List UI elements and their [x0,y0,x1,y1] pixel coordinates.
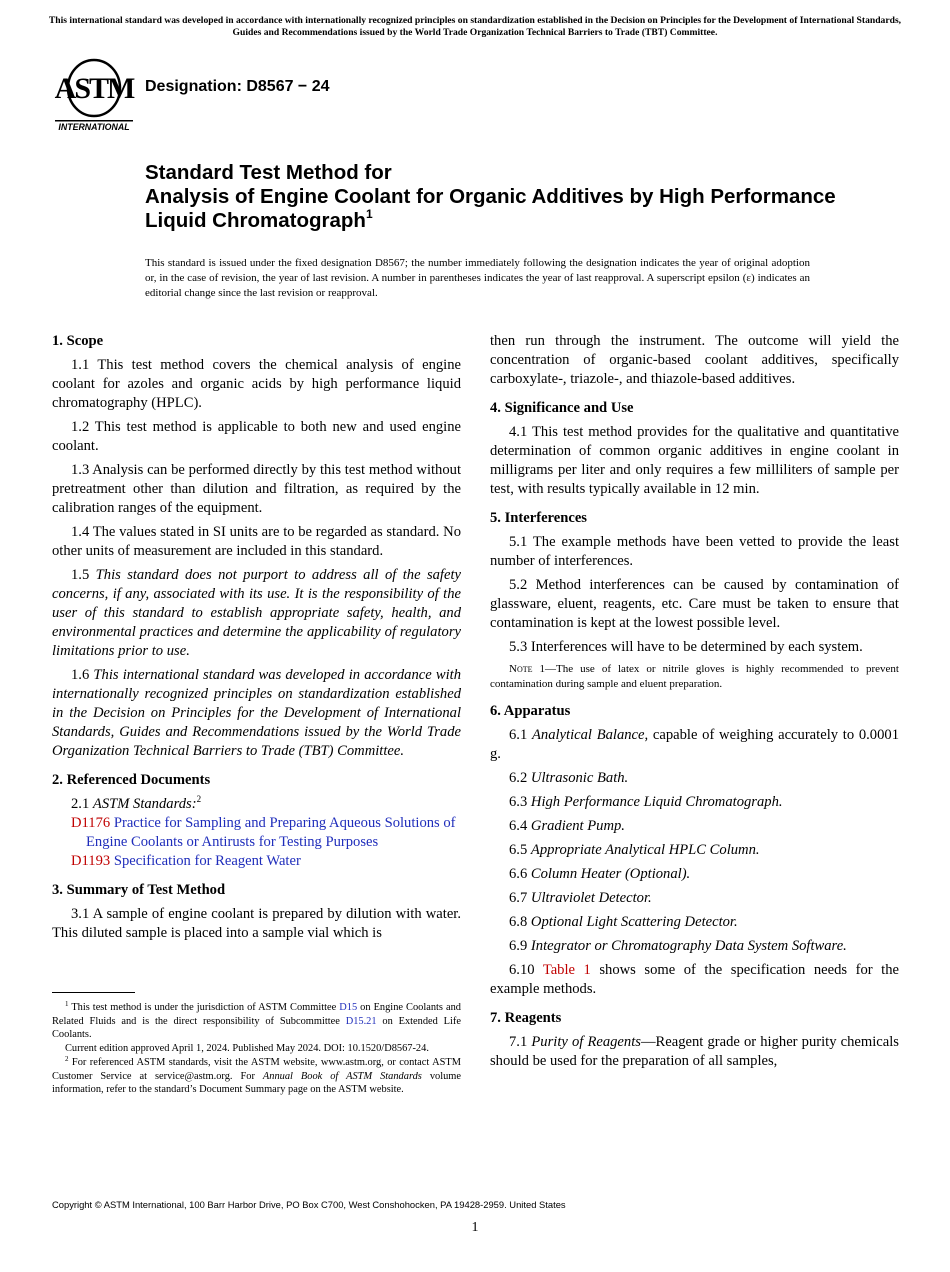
section-heading-apparatus: 6. Apparatus [490,703,571,719]
list-item: 6.9 Integrator or Chromatography Data System Software. [509,938,847,954]
svg-text:ASTM: ASTM [54,72,134,105]
list-item: 6.4 Gradient Pump. [509,818,625,834]
para-3-1: 3.1 A sample of engine coolant is prepared by dilution with water. This diluted sample is placed into a sample vial which is [52,906,461,941]
apparatus-list [490,726,899,999]
note-1: Note 1—The use of latex or nitrile gloves is highly recommended to prevent contamination during sample and eluent preparation. [490,663,899,690]
list-item: 6.5 Appropriate Analytical HPLC Column. [509,842,760,858]
para-1-2: 1.2 This test method is applicable to both new and used engine coolant. [52,419,461,454]
para-1-3: 1.3 Analysis can be performed directly by this test method without pretreatment other than dilution and filtration, as required by the calibration ranges of the equipment. [52,462,461,516]
para-7-1: 7.1 Purity of Reagents—Reagent grade or higher purity chemicals should be used for the preparation of all samples, [490,1034,899,1069]
section-heading-interferences: 5. Interferences [490,510,587,526]
footnote-1: $^1$ This test method is under the jurisdiction of ASTM Committee D15 on Engine Coolants and Related Fluids and is the direct responsibility of Subcommittee D15.21 on Extended Life Coolants. [52,1000,461,1041]
title-line-2: Analysis of Engine Coolant for Organic Additives by High Performance Liquid Chromatograph [145,185,836,232]
list-item: 6.6 Column Heater (Optional). [509,866,691,882]
subcommittee-link[interactable]: D15.21 [345,1015,377,1027]
reference-title-link: Specification for Reagent Water [113,853,301,869]
reference-code-link: D1193 [71,853,111,869]
para-5-3: 5.3 Interferences will have to be determined by each system. [509,639,863,655]
section-heading-scope: 1. Scope [52,333,104,349]
para-5-1: 5.1 The example methods have been vetted to provide the least number of interferences. [490,534,899,569]
reference-d1193[interactable] [52,852,461,871]
table-1-link[interactable]: Table 1 [542,962,591,978]
list-item: 6.2 Ultrasonic Bath. [509,770,629,786]
reference-code-link: D1176 [71,815,111,831]
footnotes [52,1001,461,1097]
para-1-6: 1.6 This international standard was developed in accordance with internationally recognized principles on standardization established in the Decision on Principles for the Development of International Standards, Guides and Recommendations issued by the World Trade Organization Technical Barriers to Trade (TBT) Committee. [52,667,462,759]
para-1-5: 1.5 This standard does not purport to address all of the safety concerns, if any, associated with its use. It is the responsibility of the user of this standard to establish appropriate safety, health, and environmental practices and determine the applicability of regulatory limitations prior to use. [52,567,461,659]
footnote-1-edition: Current edition approved April 1, 2024. Published May 2024. DOI: 10.1520/D8567-24. [65,1043,429,1055]
list-item: 6.1 Analytical Balance, capable of weighing accurately to 0.0001 g. [490,727,899,762]
reference-title-link: Practice for Sampling and Preparing Aqueous Solutions of Engine Coolants or Antirusts for Testing Purposes [86,815,456,850]
copyright-notice: Copyright © ASTM International, 100 Barr Harbor Drive, PO Box C700, West Conshohocken, PA 19428-2959. United States [52,1199,566,1210]
title-footnote-mark: 1 [365,207,373,221]
page-number: 1 [471,1220,479,1235]
footnote-divider [52,992,135,993]
para-3-1-continued: then run through the instrument. The outcome will yield the concentration of organic-based coolant additives, specifically carboxylate-, triazole-, and thiazole-based additives. [490,333,899,387]
section-heading-reagents: 7. Reagents [490,1010,562,1026]
para-1-4: 1.4 The values stated in SI units are to be regarded as standard. No other units of measurement are included in this standard. [52,524,461,559]
title-line-1: Standard Test Method for [145,161,392,184]
designation: Designation: D8567 − 24 [145,78,330,95]
list-item: 6.7 Ultraviolet Detector. [509,890,652,906]
logo-text: INTERNATIONAL [58,122,130,132]
para-5-2: 5.2 Method interferences can be caused by contamination of glassware, eluent, reagents, etc. Care must be taken to ensure that contamination is kept at the lowest possible level. [490,577,899,631]
para-2-1: 2.1 ASTM Standards:$^2$ [71,794,202,812]
committee-link[interactable]: D15 [339,1002,358,1013]
list-item: 6.3 High Performance Liquid Chromatograph. [509,794,783,810]
issue-note: This standard is issued under the fixed designation D8567; the number immediately following the designation indicates the year of original adoption or, in the case of revision, the year of last revision. A number in parentheses indicates the year of last reapproval. A superscript epsilon (ε) indicates an editorial change since the last revision or reapproval. [145,257,810,299]
para-6-10: 6.10 Table 1 shows some of the specification needs for the example methods. [490,962,899,997]
right-column [490,332,899,1076]
left-column [52,332,461,948]
section-heading-significance: 4. Significance and Use [490,400,634,416]
top-notice: This international standard was developed in accordance with internationally recognized principles on standardization established in the Decision on Principles for the Development of International Standards, Guides and Recommendations issued by the World Trade Organization Technical Barriers to Trade (TBT) Committee. [48,15,902,38]
section-heading-summary: 3. Summary of Test Method [52,882,226,898]
document-title [145,161,845,233]
para-4-1: 4.1 This test method provides for the qualitative and quantitative determination of common organic additives in engine coolant in milligrams per liter and only requires a few milliliters of sample per test, with results typically available in 12 min. [490,424,899,497]
footnote-2: $^2$ For referenced ASTM standards, visit the ASTM website, www.astm.org, or contact ASTM Customer Service at service@astm.org. For Annual Book of ASTM Standards volume information, refer to the standard’s Document Summary page on the ASTM website. [52,1054,461,1096]
reference-d1176[interactable] [52,814,461,852]
astm-logo-icon [53,58,135,132]
list-item: 6.8 Optional Light Scattering Detector. [509,914,738,930]
section-heading-referenced-documents: 2. Referenced Documents [52,772,211,788]
para-1-1: 1.1 This test method covers the chemical analysis of engine coolant for azoles and organic acids by high performance liquid chromatography (HPLC). [52,357,461,411]
